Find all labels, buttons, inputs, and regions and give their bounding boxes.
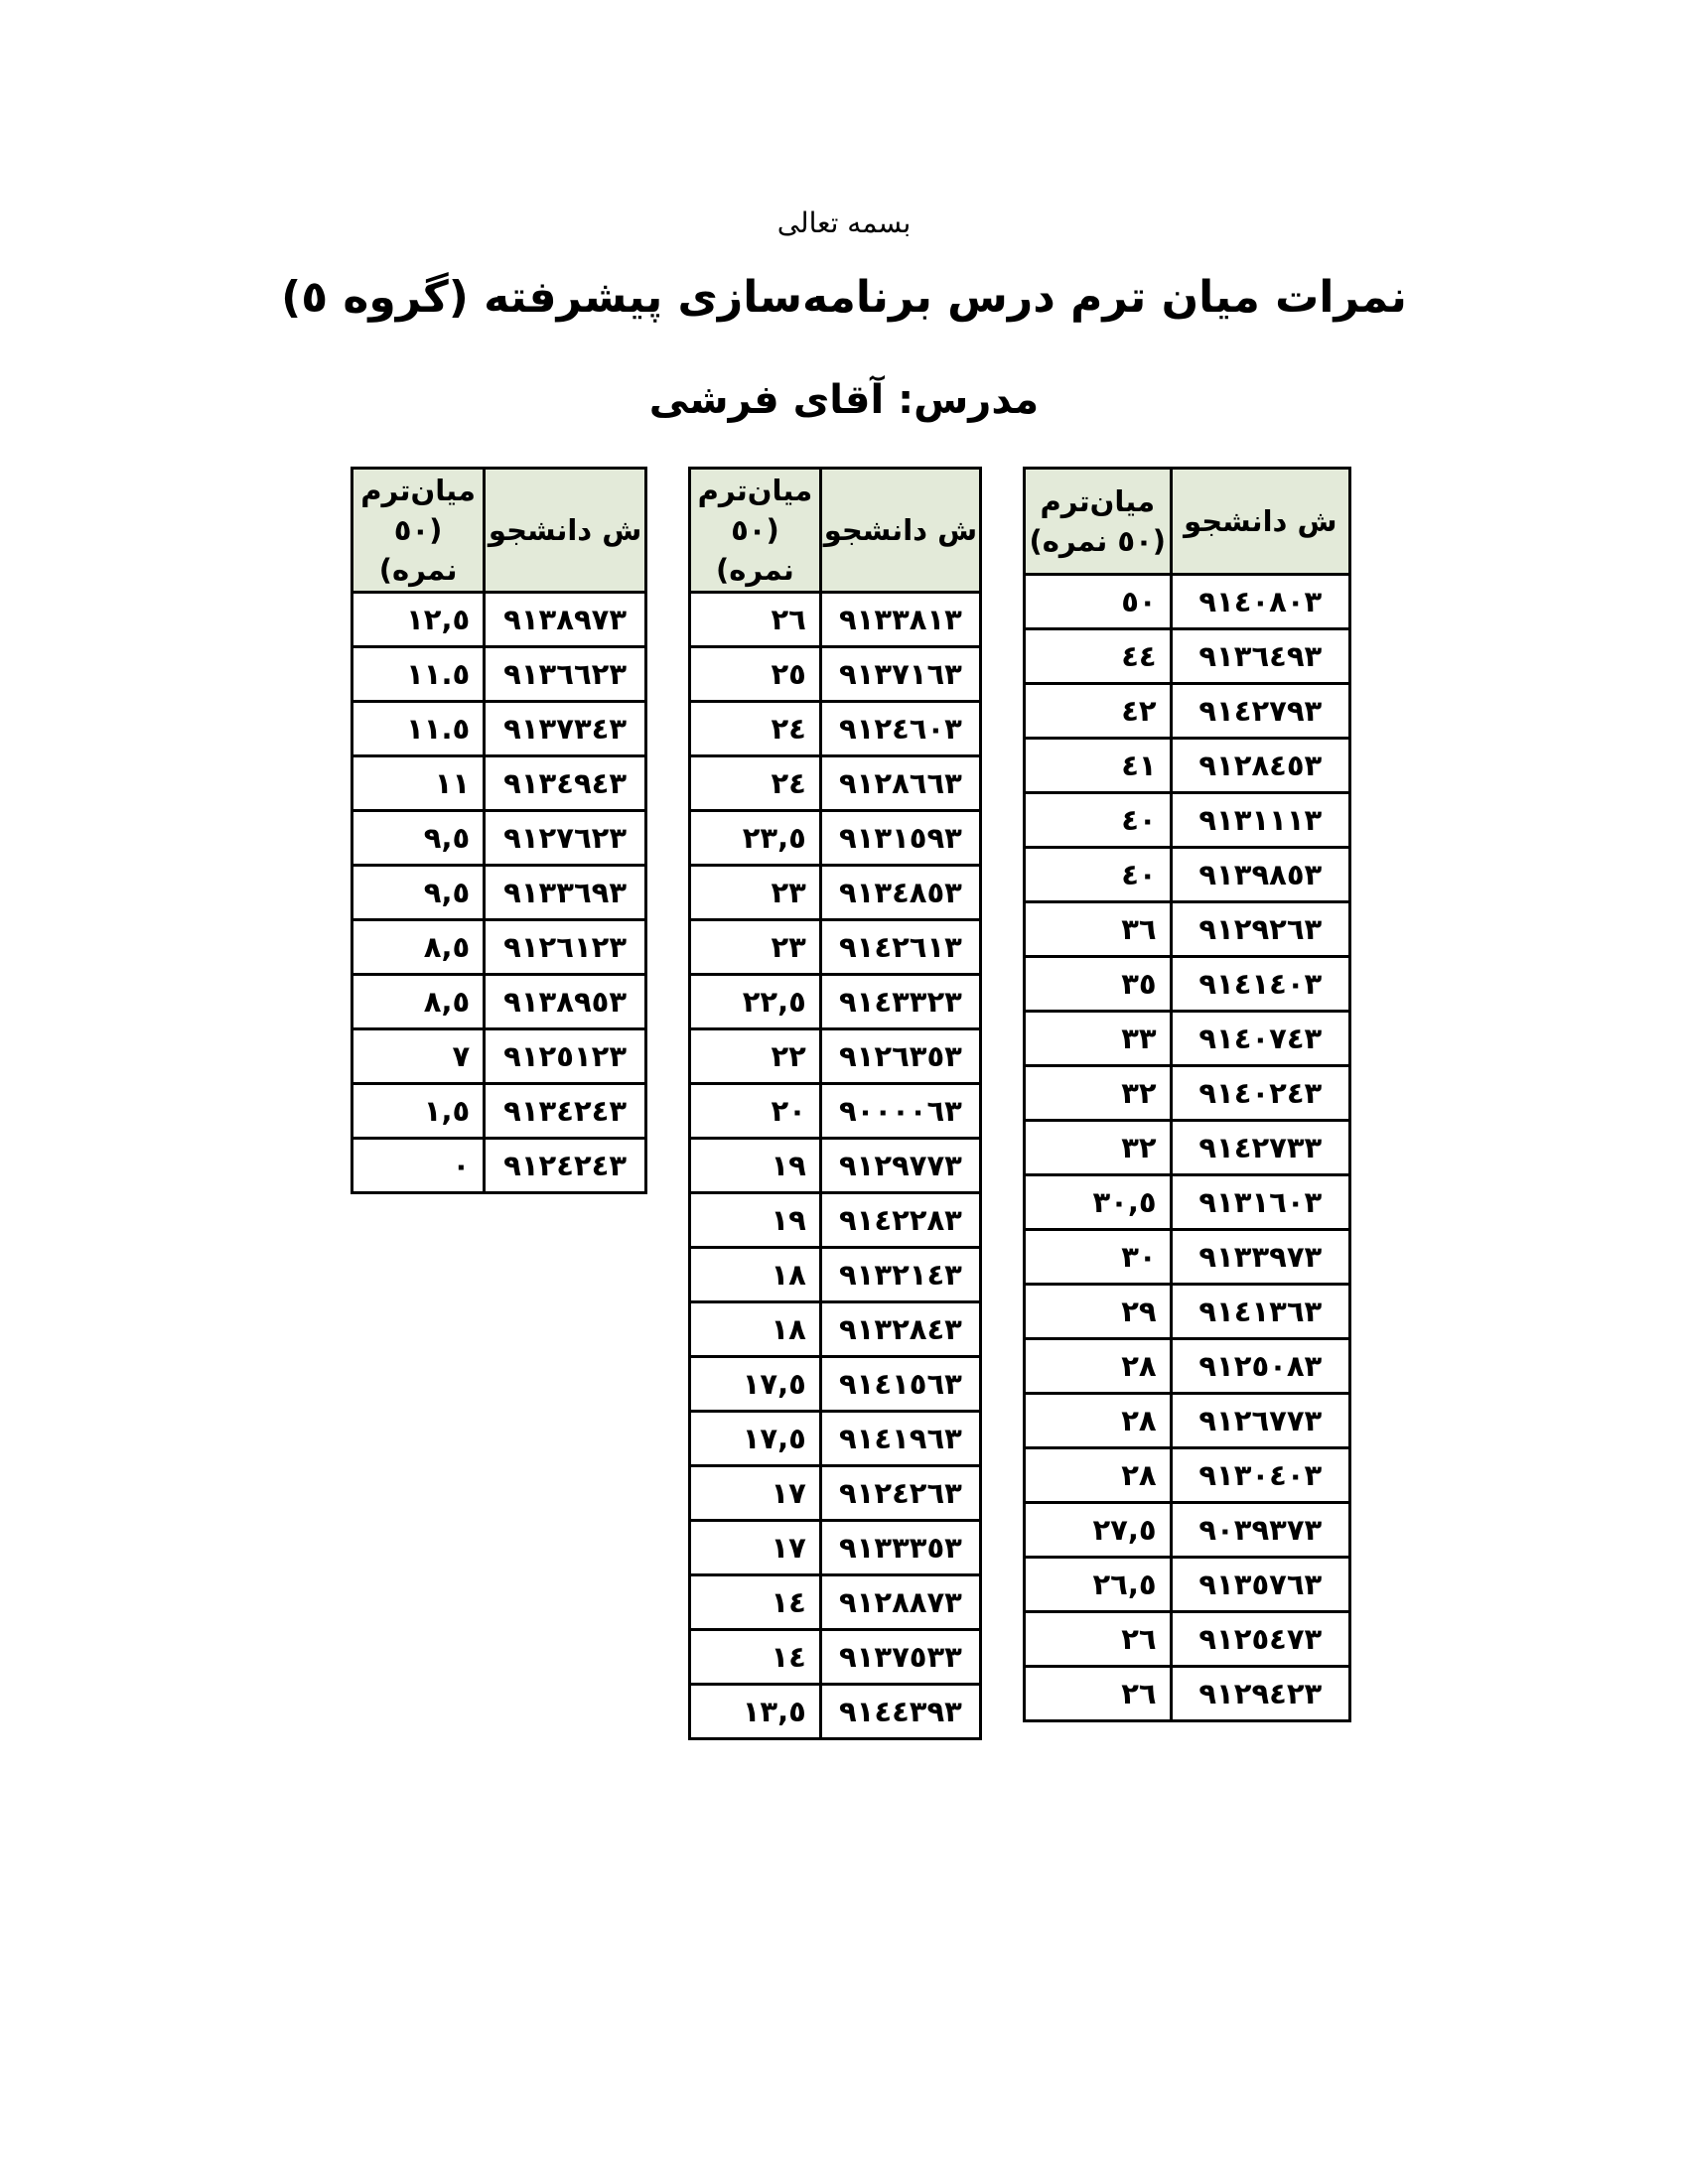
table-row: [1025, 1612, 1350, 1667]
student-id-cell: ٩١٤٢٧٩٣: [1171, 684, 1349, 739]
student-id-cell: ٩١٤٢٦١٣: [820, 920, 980, 975]
table-row: [1025, 1012, 1350, 1066]
table-row: [690, 1630, 981, 1685]
midterm-score-cell: ١٣,٥: [690, 1685, 821, 1739]
table-row: [1025, 1558, 1350, 1612]
midterm-score-cell: ٢٢: [690, 1029, 821, 1084]
midterm-score-cell: ١,٥: [352, 1084, 485, 1139]
midterm-score-cell: ١١: [352, 756, 485, 811]
student-id-cell: ٩١٤٠٨٠٣: [1171, 575, 1349, 629]
table-row: [352, 702, 646, 756]
student-id-header: ش دانشجو: [485, 469, 646, 593]
midterm-score-cell: ٤٢: [1025, 684, 1172, 739]
table-row: [1025, 575, 1350, 629]
student-id-cell: ٩١٣٣٣٥٣: [820, 1521, 980, 1575]
table-row: [690, 975, 981, 1029]
table-row: [1025, 1121, 1350, 1175]
student-id-cell: ٩١٢٩٢٦٣: [1171, 902, 1349, 957]
grade-table-middle: [688, 467, 982, 1740]
student-id-cell: ٩١٤١٩٦٣: [820, 1412, 980, 1466]
midterm-score-cell: ٤٠: [1025, 848, 1172, 902]
midterm-score-cell: ١٨: [690, 1302, 821, 1357]
midterm-score-cell: ١٩: [690, 1139, 821, 1193]
midterm-score-cell: ٢٤: [690, 756, 821, 811]
midterm-score-cell: ٣٣: [1025, 1012, 1172, 1066]
table-row: [352, 756, 646, 811]
midterm-header: [690, 469, 821, 593]
student-id-cell: ٩١٣٧١٦٣: [820, 647, 980, 702]
student-id-cell: ٩١٢٩٧٧٣: [820, 1139, 980, 1193]
table-row: [352, 647, 646, 702]
student-id-cell: ٩١٢٦٣٥٣: [820, 1029, 980, 1084]
header-row: [1025, 469, 1350, 575]
table-row: [352, 1029, 646, 1084]
student-id-cell: ٩١٣٠٤٠٣: [1171, 1448, 1349, 1503]
student-id-cell: ٩١٤٤٣٩٣: [820, 1685, 980, 1739]
student-id-cell: ٩١٢٨٨٧٣: [820, 1575, 980, 1630]
midterm-score-cell: ١٧: [690, 1521, 821, 1575]
midterm-score-cell: ٢٨: [1025, 1339, 1172, 1394]
table-row: [690, 866, 981, 920]
table-row: [690, 1248, 981, 1302]
table-row: [690, 756, 981, 811]
midterm-score-cell: ٢٨: [1025, 1448, 1172, 1503]
table-row: [690, 1521, 981, 1575]
midterm-score-cell: ٠: [352, 1139, 485, 1193]
table-row: [1025, 1667, 1350, 1721]
bismillah-text: بسمه تعالی: [776, 206, 912, 239]
table-row: [1025, 1339, 1350, 1394]
table-row: [690, 1302, 981, 1357]
table-row: [352, 811, 646, 866]
midterm-score-cell: ٣٠,٥: [1025, 1175, 1172, 1230]
midterm-score-cell: ٨,٥: [352, 920, 485, 975]
student-id-cell: ٩١٢٧٦٢٣: [485, 811, 646, 866]
student-id-cell: ٩١٤١٤٠٣: [1171, 957, 1349, 1012]
midterm-header: [352, 469, 485, 593]
table-row: [690, 1029, 981, 1084]
student-id-cell: ٩٠٠٠٠٦٣: [820, 1084, 980, 1139]
student-id-cell: ٩١٢٥١٢٣: [485, 1029, 646, 1084]
table-row: [1025, 793, 1350, 848]
midterm-score-cell: ١٩: [690, 1193, 821, 1248]
table-row: [690, 647, 981, 702]
table-row: [1025, 684, 1350, 739]
midterm-score-cell: ٩,٥: [352, 866, 485, 920]
midterm-score-cell: ٨,٥: [352, 975, 485, 1029]
table-row: [1025, 848, 1350, 902]
grade-table-body: [690, 593, 981, 1739]
table-row: [690, 1139, 981, 1193]
table-row: [690, 1412, 981, 1466]
grade-table-body: [1025, 575, 1350, 1721]
table-row: [690, 920, 981, 975]
student-id-cell: ٩١٣٤٩٤٣: [485, 756, 646, 811]
student-id-cell: ٩١٢٦٧٧٣: [1171, 1394, 1349, 1448]
student-id-cell: ٩١٣٣٩٧٣: [1171, 1230, 1349, 1285]
table-row: [1025, 629, 1350, 684]
midterm-score-cell: ١١.٥: [352, 647, 485, 702]
table-row: [690, 1685, 981, 1739]
midterm-score-cell: ٣٢: [1025, 1066, 1172, 1121]
student-id-cell: ٩١٢٤٦٠٣: [820, 702, 980, 756]
table-row: [1025, 957, 1350, 1012]
student-id-cell: ٩١٣٨٩٧٣: [485, 593, 646, 647]
table-row: [1025, 1175, 1350, 1230]
table-row: [690, 1193, 981, 1248]
midterm-score-cell: ٤٤: [1025, 629, 1172, 684]
table-row: [352, 866, 646, 920]
table-row: [1025, 1285, 1350, 1339]
student-id-cell: ٩١٣٦٦٢٣: [485, 647, 646, 702]
student-id-cell: ٩١٣٤٢٤٣: [485, 1084, 646, 1139]
student-id-cell: ٩١٢٤٢٤٣: [485, 1139, 646, 1193]
table-row: [352, 593, 646, 647]
midterm-score-cell: ٢٧,٥: [1025, 1503, 1172, 1558]
table-row: [690, 1357, 981, 1412]
student-id-cell: ٩١٣٧٣٤٣: [485, 702, 646, 756]
midterm-score-cell: ٣٥: [1025, 957, 1172, 1012]
midterm-score-cell: ٢٣: [690, 866, 821, 920]
midterm-score-cell: ٢٦,٥: [1025, 1558, 1172, 1612]
student-id-cell: ٩١٣٢٨٤٣: [820, 1302, 980, 1357]
midterm-score-cell: ١٤: [690, 1630, 821, 1685]
student-id-cell: ٩١٣٩٨٥٣: [1171, 848, 1349, 902]
midterm-score-cell: ٢٦: [690, 593, 821, 647]
student-id-header: ش دانشجو: [1171, 469, 1349, 575]
student-id-cell: ٩١٣٣٨١٣: [820, 593, 980, 647]
midterm-header-line1: میان‌ترم: [360, 474, 476, 507]
table-row: [1025, 1503, 1350, 1558]
student-id-cell: ٩١٢٨٦٦٣: [820, 756, 980, 811]
student-id-cell: ٩١٤٣٣٢٣: [820, 975, 980, 1029]
midterm-score-cell: ٣٢: [1025, 1121, 1172, 1175]
midterm-score-cell: ٢٤: [690, 702, 821, 756]
table-row: [352, 1084, 646, 1139]
midterm-score-cell: ١٧,٥: [690, 1412, 821, 1466]
table-row: [690, 1575, 981, 1630]
student-id-cell: ٩١٢٨٤٥٣: [1171, 739, 1349, 793]
student-id-cell: ٩١٤١٣٦٣: [1171, 1285, 1349, 1339]
table-row: [352, 975, 646, 1029]
table-row: [690, 593, 981, 647]
midterm-score-cell: ٢٠: [690, 1084, 821, 1139]
table-row: [1025, 1448, 1350, 1503]
student-id-cell: ٩١٣٦٤٩٣: [1171, 629, 1349, 684]
table-row: [1025, 1230, 1350, 1285]
table-row: [1025, 902, 1350, 957]
midterm-score-cell: ٣٦: [1025, 902, 1172, 957]
midterm-header-line1: میان‌ترم: [697, 474, 813, 507]
midterm-score-cell: ٢٦: [1025, 1612, 1172, 1667]
midterm-header-line2: (٥٠ نمره): [716, 513, 794, 587]
midterm-score-cell: ٢٨: [1025, 1394, 1172, 1448]
student-id-cell: ٩١٢٤٢٦٣: [820, 1466, 980, 1521]
midterm-score-cell: ٢٣: [690, 920, 821, 975]
midterm-score-cell: ٣٠: [1025, 1230, 1172, 1285]
table-row: [1025, 739, 1350, 793]
midterm-score-cell: ٩,٥: [352, 811, 485, 866]
student-id-cell: ٩١٤٠٢٤٣: [1171, 1066, 1349, 1121]
table-row: [352, 920, 646, 975]
student-id-cell: ٩١٢٥٤٧٣: [1171, 1612, 1349, 1667]
midterm-score-cell: ٢٥: [690, 647, 821, 702]
student-id-cell: ٩١٣١٦٠٣: [1171, 1175, 1349, 1230]
midterm-score-cell: ٥٠: [1025, 575, 1172, 629]
grade-table-right: [1023, 467, 1351, 1722]
midterm-score-cell: ١٧: [690, 1466, 821, 1521]
student-id-cell: ٩١٣٤٨٥٣: [820, 866, 980, 920]
student-id-cell: ٩١٤٢٧٣٣: [1171, 1121, 1349, 1175]
table-row: [1025, 1394, 1350, 1448]
midterm-header-line2: (٥٠ نمره): [378, 513, 458, 587]
midterm-score-cell: ٢٦: [1025, 1667, 1172, 1721]
table-row: [352, 1139, 646, 1193]
student-id-cell: ٩١٣٧٥٣٣: [820, 1630, 980, 1685]
student-id-cell: ٩١٤٠٧٤٣: [1171, 1012, 1349, 1066]
table-row: [690, 811, 981, 866]
student-id-cell: ٩١٣١٥٩٣: [820, 811, 980, 866]
midterm-score-cell: ٧: [352, 1029, 485, 1084]
instructor-line: مدرس: آقای فرشی: [648, 377, 1040, 423]
midterm-score-cell: ٤١: [1025, 739, 1172, 793]
midterm-score-cell: ٤٠: [1025, 793, 1172, 848]
table-row: [690, 702, 981, 756]
header-row: [690, 469, 981, 593]
student-id-cell: ٩١٤١٥٦٣: [820, 1357, 980, 1412]
grade-tables-container: [351, 467, 1351, 1740]
midterm-score-cell: ١٧,٥: [690, 1357, 821, 1412]
table-row: [1025, 1066, 1350, 1121]
table-row: [690, 1084, 981, 1139]
student-id-cell: ٩١٣٥٧٦٣: [1171, 1558, 1349, 1612]
midterm-header: [1025, 469, 1172, 575]
student-id-cell: ٩١٢٥٠٨٣: [1171, 1339, 1349, 1394]
student-id-cell: ٩١٣٣٦٩٣: [485, 866, 646, 920]
student-id-cell: ٩١٣٢١٤٣: [820, 1248, 980, 1302]
midterm-score-cell: ٢٩: [1025, 1285, 1172, 1339]
midterm-header-line1: میان‌ترم: [1040, 484, 1156, 518]
student-id-header: ش دانشجو: [820, 469, 980, 593]
midterm-score-cell: ١٨: [690, 1248, 821, 1302]
student-id-cell: ٩٠٣٩٣٧٣: [1171, 1503, 1349, 1558]
header-row: [352, 469, 646, 593]
student-id-cell: ٩١٣٨٩٥٣: [485, 975, 646, 1029]
midterm-score-cell: ١٤: [690, 1575, 821, 1630]
midterm-score-cell: ١٢,٥: [352, 593, 485, 647]
student-id-cell: ٩١٤٢٢٨٣: [820, 1193, 980, 1248]
page-title: نمرات میان ترم درس برنامه‌سازی پیشرفته (گروه ٥): [281, 272, 1407, 323]
midterm-score-cell: ١١.٥: [352, 702, 485, 756]
midterm-score-cell: ٢٣,٥: [690, 811, 821, 866]
student-id-cell: ٩١٣١١١٣: [1171, 793, 1349, 848]
table-row: [690, 1466, 981, 1521]
midterm-score-cell: ٢٢,٥: [690, 975, 821, 1029]
midterm-header-line2: (٥٠ نمره): [1029, 524, 1167, 558]
student-id-cell: ٩١٢٦١٢٣: [485, 920, 646, 975]
student-id-cell: ٩١٢٩٤٢٣: [1171, 1667, 1349, 1721]
grade-table-left: [351, 467, 647, 1194]
grade-table-body: [352, 593, 646, 1193]
